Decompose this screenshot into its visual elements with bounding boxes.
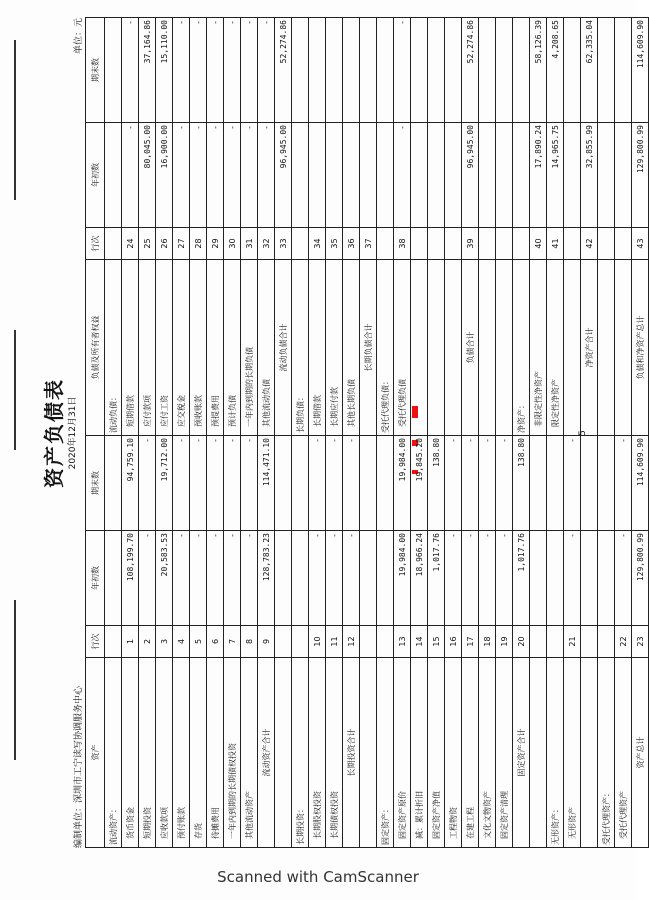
table-cell: - xyxy=(479,531,496,626)
organization: 编制单位：深圳市工宁读写协调服务中心 xyxy=(74,685,84,848)
table-cell: - xyxy=(207,123,224,228)
table-cell: 流动负债： xyxy=(105,260,122,436)
table-cell: - xyxy=(173,436,190,531)
table-cell: - xyxy=(139,436,156,531)
table-cell: 37,164.86 xyxy=(139,18,156,123)
binding-line xyxy=(14,330,16,450)
table-cell xyxy=(105,228,122,260)
table-cell: - xyxy=(207,436,224,531)
table-cell xyxy=(326,123,343,228)
table-cell: 16,900.00 xyxy=(156,123,173,228)
table-row xyxy=(309,18,326,848)
table-cell xyxy=(479,260,496,436)
table-cell xyxy=(530,531,547,626)
table-cell: 19 xyxy=(496,626,513,658)
table-cell xyxy=(275,436,292,531)
table-cell: 长期投资： xyxy=(292,658,309,848)
table-row xyxy=(360,18,377,848)
table-row xyxy=(343,18,360,848)
table-body xyxy=(105,18,649,848)
table-cell: 52,274.86 xyxy=(275,18,292,123)
table-cell xyxy=(445,228,462,260)
table-cell: 9 xyxy=(258,626,275,658)
table-cell: - xyxy=(224,123,241,228)
table-cell: 流动资产合计 xyxy=(258,658,275,848)
table-cell: - xyxy=(343,436,360,531)
table-row xyxy=(326,18,343,848)
table-cell: 114,471.10 xyxy=(258,436,275,531)
table-cell: 114,609.90 xyxy=(632,436,649,531)
table-cell xyxy=(343,18,360,123)
table-row xyxy=(428,18,445,848)
binding-line xyxy=(14,40,16,200)
table-cell: 36 xyxy=(343,228,360,260)
table-cell: 7 xyxy=(224,626,241,658)
table-cell xyxy=(615,228,632,260)
table-cell: 18,966.24 xyxy=(411,531,428,626)
table-cell: 1,017.76 xyxy=(513,531,530,626)
table-cell: 19,845.20 xyxy=(411,436,428,531)
table-cell: - xyxy=(394,123,411,228)
table-cell xyxy=(377,531,394,626)
table-cell: 1 xyxy=(122,626,139,658)
table-cell: 3 xyxy=(156,626,173,658)
table-cell: - xyxy=(564,436,581,531)
table-cell: 非限定性净资产 xyxy=(530,260,547,436)
table-cell: 长期债权投资 xyxy=(326,658,343,848)
table-row xyxy=(377,18,394,848)
table-cell: 资产总计 xyxy=(632,658,649,848)
table-cell: 应付工资 xyxy=(156,260,173,436)
table-cell: 负债和净资产总计 xyxy=(632,260,649,436)
table-cell xyxy=(598,626,615,658)
table-cell: - xyxy=(462,531,479,626)
table-cell: - xyxy=(462,436,479,531)
table-row xyxy=(258,18,275,848)
table-cell: 受托代理负债： xyxy=(377,260,394,436)
table-cell: - xyxy=(445,436,462,531)
table-cell: - xyxy=(326,436,343,531)
table-row xyxy=(122,18,139,848)
table-cell xyxy=(275,531,292,626)
table-cell xyxy=(615,18,632,123)
table-cell: 受托代理资产 xyxy=(615,658,632,848)
table-cell: 净资产合计 xyxy=(581,260,598,436)
table-cell: 18 xyxy=(479,626,496,658)
table-cell: 其他流动负债 xyxy=(258,260,275,436)
table-cell xyxy=(547,626,564,658)
table-cell: 待摊费用 xyxy=(207,658,224,848)
table-cell xyxy=(309,18,326,123)
table-cell: 20 xyxy=(513,626,530,658)
table-cell: - xyxy=(615,436,632,531)
table-cell xyxy=(292,626,309,658)
table-cell: 38 xyxy=(394,228,411,260)
table-cell xyxy=(275,626,292,658)
table-cell: 25 xyxy=(139,228,156,260)
table-cell: 62,335.04 xyxy=(581,18,598,123)
table-cell: 24 xyxy=(122,228,139,260)
table-cell xyxy=(428,228,445,260)
table-cell: 35 xyxy=(326,228,343,260)
table-row xyxy=(105,18,122,848)
table-cell: 预收账款 xyxy=(190,260,207,436)
table-cell: 固定资产： xyxy=(377,658,394,848)
column-header: 行次 xyxy=(86,228,105,260)
table-cell: 一年内到期的长期负债 xyxy=(241,260,258,436)
table-cell: 固定资产原价 xyxy=(394,658,411,848)
table-cell xyxy=(326,18,343,123)
table-cell: 应交税金 xyxy=(173,260,190,436)
table-cell xyxy=(343,123,360,228)
table-cell xyxy=(105,436,122,531)
table-cell: - xyxy=(343,531,360,626)
table-cell xyxy=(360,123,377,228)
table-cell xyxy=(292,436,309,531)
table-cell: - xyxy=(207,18,224,123)
table-cell: 长期负债合计 xyxy=(360,260,377,436)
table-cell xyxy=(105,626,122,658)
table-cell xyxy=(292,531,309,626)
table-cell: 20,583.53 xyxy=(156,531,173,626)
table-cell: 27 xyxy=(173,228,190,260)
table-cell: - xyxy=(326,531,343,626)
table-cell: 16 xyxy=(445,626,462,658)
table-row xyxy=(275,18,292,848)
table-cell: 26 xyxy=(156,228,173,260)
table-cell: 29 xyxy=(207,228,224,260)
table-row xyxy=(190,18,207,848)
table-cell: 限定性净资产 xyxy=(547,260,564,436)
table-cell xyxy=(377,436,394,531)
table-cell: - xyxy=(190,436,207,531)
table-cell xyxy=(445,123,462,228)
table-cell: 2 xyxy=(139,626,156,658)
table-cell: 长期借款 xyxy=(309,260,326,436)
table-cell xyxy=(496,228,513,260)
table-cell: - xyxy=(309,436,326,531)
table-cell: 19,712.00 xyxy=(156,436,173,531)
table-cell: - xyxy=(496,531,513,626)
table-cell: - xyxy=(122,123,139,228)
table-cell: - xyxy=(224,531,241,626)
table-cell: 15 xyxy=(428,626,445,658)
table-cell: 4,208.65 xyxy=(547,18,564,123)
table-cell xyxy=(411,228,428,260)
table-cell xyxy=(411,260,428,436)
table-cell: 32,855.99 xyxy=(581,123,598,228)
table-cell: 14,965.75 xyxy=(547,123,564,228)
table-cell xyxy=(309,123,326,228)
table-cell: 1,017.76 xyxy=(428,531,445,626)
table-cell: 108,199.70 xyxy=(122,531,139,626)
table-cell: 无形资产： xyxy=(547,658,564,848)
table-cell xyxy=(360,626,377,658)
table-cell xyxy=(411,18,428,123)
table-cell: - xyxy=(241,436,258,531)
table-cell: 40 xyxy=(530,228,547,260)
table-cell: 13 xyxy=(394,626,411,658)
table-cell xyxy=(496,260,513,436)
table-cell: 文化文物资产 xyxy=(479,658,496,848)
table-cell xyxy=(377,626,394,658)
table-cell: 138.80 xyxy=(428,436,445,531)
table-cell: 80,045.00 xyxy=(139,123,156,228)
table-cell: 5 xyxy=(190,626,207,658)
column-header: 年初数 xyxy=(86,531,105,626)
table-cell xyxy=(479,18,496,123)
table-cell: 12 xyxy=(343,626,360,658)
table-row xyxy=(530,18,547,848)
column-header: 期末数 xyxy=(86,18,105,123)
table-cell xyxy=(496,18,513,123)
table-cell: 28 xyxy=(190,228,207,260)
table-cell: 128,783.23 xyxy=(258,531,275,626)
table-cell: 预付账款 xyxy=(173,658,190,848)
table-cell: - xyxy=(241,531,258,626)
table-cell: 减：累计折旧 xyxy=(411,658,428,848)
column-header: 负债及所有者权益 xyxy=(86,260,105,436)
table-cell: - xyxy=(224,18,241,123)
table-cell xyxy=(360,658,377,848)
binding-line xyxy=(14,600,16,760)
table-cell xyxy=(615,260,632,436)
table-cell xyxy=(428,123,445,228)
table-cell xyxy=(275,658,292,848)
table-cell xyxy=(547,531,564,626)
table-cell: - xyxy=(224,436,241,531)
table-cell: - xyxy=(241,18,258,123)
column-header: 资产 xyxy=(86,658,105,848)
table-row xyxy=(496,18,513,848)
table-cell xyxy=(513,228,530,260)
table-cell: 19,984.00 xyxy=(394,436,411,531)
table-cell: 存货 xyxy=(190,658,207,848)
table-cell: 30 xyxy=(224,228,241,260)
balance-sheet xyxy=(38,18,645,848)
table-cell: 114,609.90 xyxy=(632,18,649,123)
table-cell xyxy=(428,18,445,123)
table-cell: 94,759.10 xyxy=(122,436,139,531)
table-cell: 受托代理负债 xyxy=(394,260,411,436)
scanner-watermark: Scanned with CamScanner xyxy=(217,868,419,886)
table-row xyxy=(513,18,530,848)
table-cell xyxy=(377,18,394,123)
table-cell: 工程物资 xyxy=(445,658,462,848)
table-row xyxy=(224,18,241,848)
table-row xyxy=(156,18,173,848)
table-cell: 23 xyxy=(632,626,649,658)
table-cell xyxy=(105,18,122,123)
table-cell xyxy=(445,18,462,123)
table-cell: 41 xyxy=(547,228,564,260)
table-cell: 流动负债合计 xyxy=(275,260,292,436)
table-row xyxy=(445,18,462,848)
column-header: 行次 xyxy=(86,626,105,658)
table-row xyxy=(632,18,649,848)
table-cell: 固定资产清理 xyxy=(496,658,513,848)
table-cell: 52,274.86 xyxy=(462,18,479,123)
table-cell: 长期投资合计 xyxy=(343,658,360,848)
table-cell: 15,110.00 xyxy=(156,18,173,123)
table-cell xyxy=(445,260,462,436)
table-cell: 10 xyxy=(309,626,326,658)
table-cell: - xyxy=(258,123,275,228)
table-cell: 43 xyxy=(632,228,649,260)
table-cell: - xyxy=(479,436,496,531)
table-row xyxy=(615,18,632,848)
table-cell xyxy=(360,531,377,626)
table-cell: 长期应付款 xyxy=(326,260,343,436)
table-cell xyxy=(479,228,496,260)
table-cell: 无形资产 xyxy=(564,658,581,848)
table-cell: 应收款项 xyxy=(156,658,173,848)
table-cell: 6 xyxy=(207,626,224,658)
table-cell: 96,945.00 xyxy=(462,123,479,228)
table-cell: - xyxy=(173,531,190,626)
table-cell: 流动资产： xyxy=(105,658,122,848)
table-cell: 11 xyxy=(326,626,343,658)
table-cell xyxy=(513,123,530,228)
table-cell: - xyxy=(122,18,139,123)
table-cell: 17 xyxy=(462,626,479,658)
table-cell xyxy=(598,123,615,228)
table-cell xyxy=(411,123,428,228)
table-cell xyxy=(428,260,445,436)
table-row xyxy=(479,18,496,848)
table-cell xyxy=(615,123,632,228)
table-cell: - xyxy=(207,531,224,626)
report-date: 2020年12月31日 xyxy=(68,396,78,470)
table-cell xyxy=(105,123,122,228)
table-cell xyxy=(547,436,564,531)
table-cell: 短期借款 xyxy=(122,260,139,436)
table-cell: 138.80 xyxy=(513,436,530,531)
table-cell: - xyxy=(139,531,156,626)
page-title: 资产负债表 xyxy=(42,378,66,488)
table-header xyxy=(86,18,105,848)
table-cell: 其他长期负债 xyxy=(343,260,360,436)
table-cell: 32 xyxy=(258,228,275,260)
table-cell: - xyxy=(564,531,581,626)
table-cell: 129,800.99 xyxy=(632,123,649,228)
table-cell xyxy=(292,123,309,228)
table-row xyxy=(598,18,615,848)
table-cell xyxy=(377,123,394,228)
table-row xyxy=(173,18,190,848)
currency-unit: 单位：元 xyxy=(74,18,84,55)
table-cell: - xyxy=(190,123,207,228)
table-cell: 在建工程 xyxy=(462,658,479,848)
table-cell: 22 xyxy=(615,626,632,658)
table-cell: 17,890.24 xyxy=(530,123,547,228)
table-row xyxy=(207,18,224,848)
table-cell: - xyxy=(173,18,190,123)
table-cell xyxy=(530,658,547,848)
table-cell: 一年内到期的长期债权投资 xyxy=(224,658,241,848)
table-row xyxy=(139,18,156,848)
table-cell: - xyxy=(190,18,207,123)
column-header: 年初数 xyxy=(86,123,105,228)
table-cell: 4 xyxy=(173,626,190,658)
table-cell: 短期投资 xyxy=(139,658,156,848)
table-cell xyxy=(513,18,530,123)
table-cell: - xyxy=(394,18,411,123)
table-cell: - xyxy=(445,531,462,626)
table-cell xyxy=(377,228,394,260)
table-row xyxy=(241,18,258,848)
table-cell: 其他流动资产 xyxy=(241,658,258,848)
table-cell xyxy=(598,531,615,626)
table-cell: - xyxy=(309,531,326,626)
table-cell xyxy=(360,18,377,123)
table-cell: - xyxy=(258,18,275,123)
table-cell: 58,126.39 xyxy=(530,18,547,123)
table-cell: 固定资产净值 xyxy=(428,658,445,848)
table-cell xyxy=(598,436,615,531)
table-cell: 固定资产合计 xyxy=(513,658,530,848)
table-cell: 96,945.00 xyxy=(275,123,292,228)
table-cell: 应付款项 xyxy=(139,260,156,436)
balance-table xyxy=(85,17,649,848)
table-cell: 长期股权投资 xyxy=(309,658,326,848)
table-cell: - xyxy=(615,531,632,626)
column-header: 期末数 xyxy=(86,436,105,531)
table-cell: 14 xyxy=(411,626,428,658)
table-cell xyxy=(292,18,309,123)
table-cell: 19,984.00 xyxy=(394,531,411,626)
table-cell xyxy=(496,123,513,228)
table-row xyxy=(462,18,479,848)
table-cell: - xyxy=(190,531,207,626)
table-cell: 8 xyxy=(241,626,258,658)
table-cell xyxy=(479,123,496,228)
table-row xyxy=(547,18,564,848)
table-cell: 货币资金 xyxy=(122,658,139,848)
table-cell: 33 xyxy=(275,228,292,260)
table-cell xyxy=(530,436,547,531)
table-cell: - xyxy=(241,123,258,228)
table-cell: 预提费用 xyxy=(207,260,224,436)
table-cell xyxy=(598,18,615,123)
table-cell: 34 xyxy=(309,228,326,260)
table-cell: 31 xyxy=(241,228,258,260)
table-cell: 39 xyxy=(462,228,479,260)
table-cell: - xyxy=(496,436,513,531)
table-cell: 42 xyxy=(581,228,598,260)
table-cell: 37 xyxy=(360,228,377,260)
table-cell: - xyxy=(173,123,190,228)
table-cell: 受托代理资产： xyxy=(598,658,615,848)
table-cell xyxy=(530,626,547,658)
table-cell xyxy=(360,436,377,531)
table-cell xyxy=(598,228,615,260)
table-cell: 预计负债 xyxy=(224,260,241,436)
table-cell: 净资产： xyxy=(513,260,530,436)
table-cell: 129,800.99 xyxy=(632,531,649,626)
table-cell xyxy=(598,260,615,436)
table-cell xyxy=(292,228,309,260)
table-cell xyxy=(105,531,122,626)
table-cell: 长期负债： xyxy=(292,260,309,436)
table-row xyxy=(411,18,428,848)
page-number: 5 xyxy=(578,430,588,436)
table-cell: 负债合计 xyxy=(462,260,479,436)
table-row xyxy=(292,18,309,848)
table-row xyxy=(394,18,411,848)
table-cell: 21 xyxy=(564,626,581,658)
